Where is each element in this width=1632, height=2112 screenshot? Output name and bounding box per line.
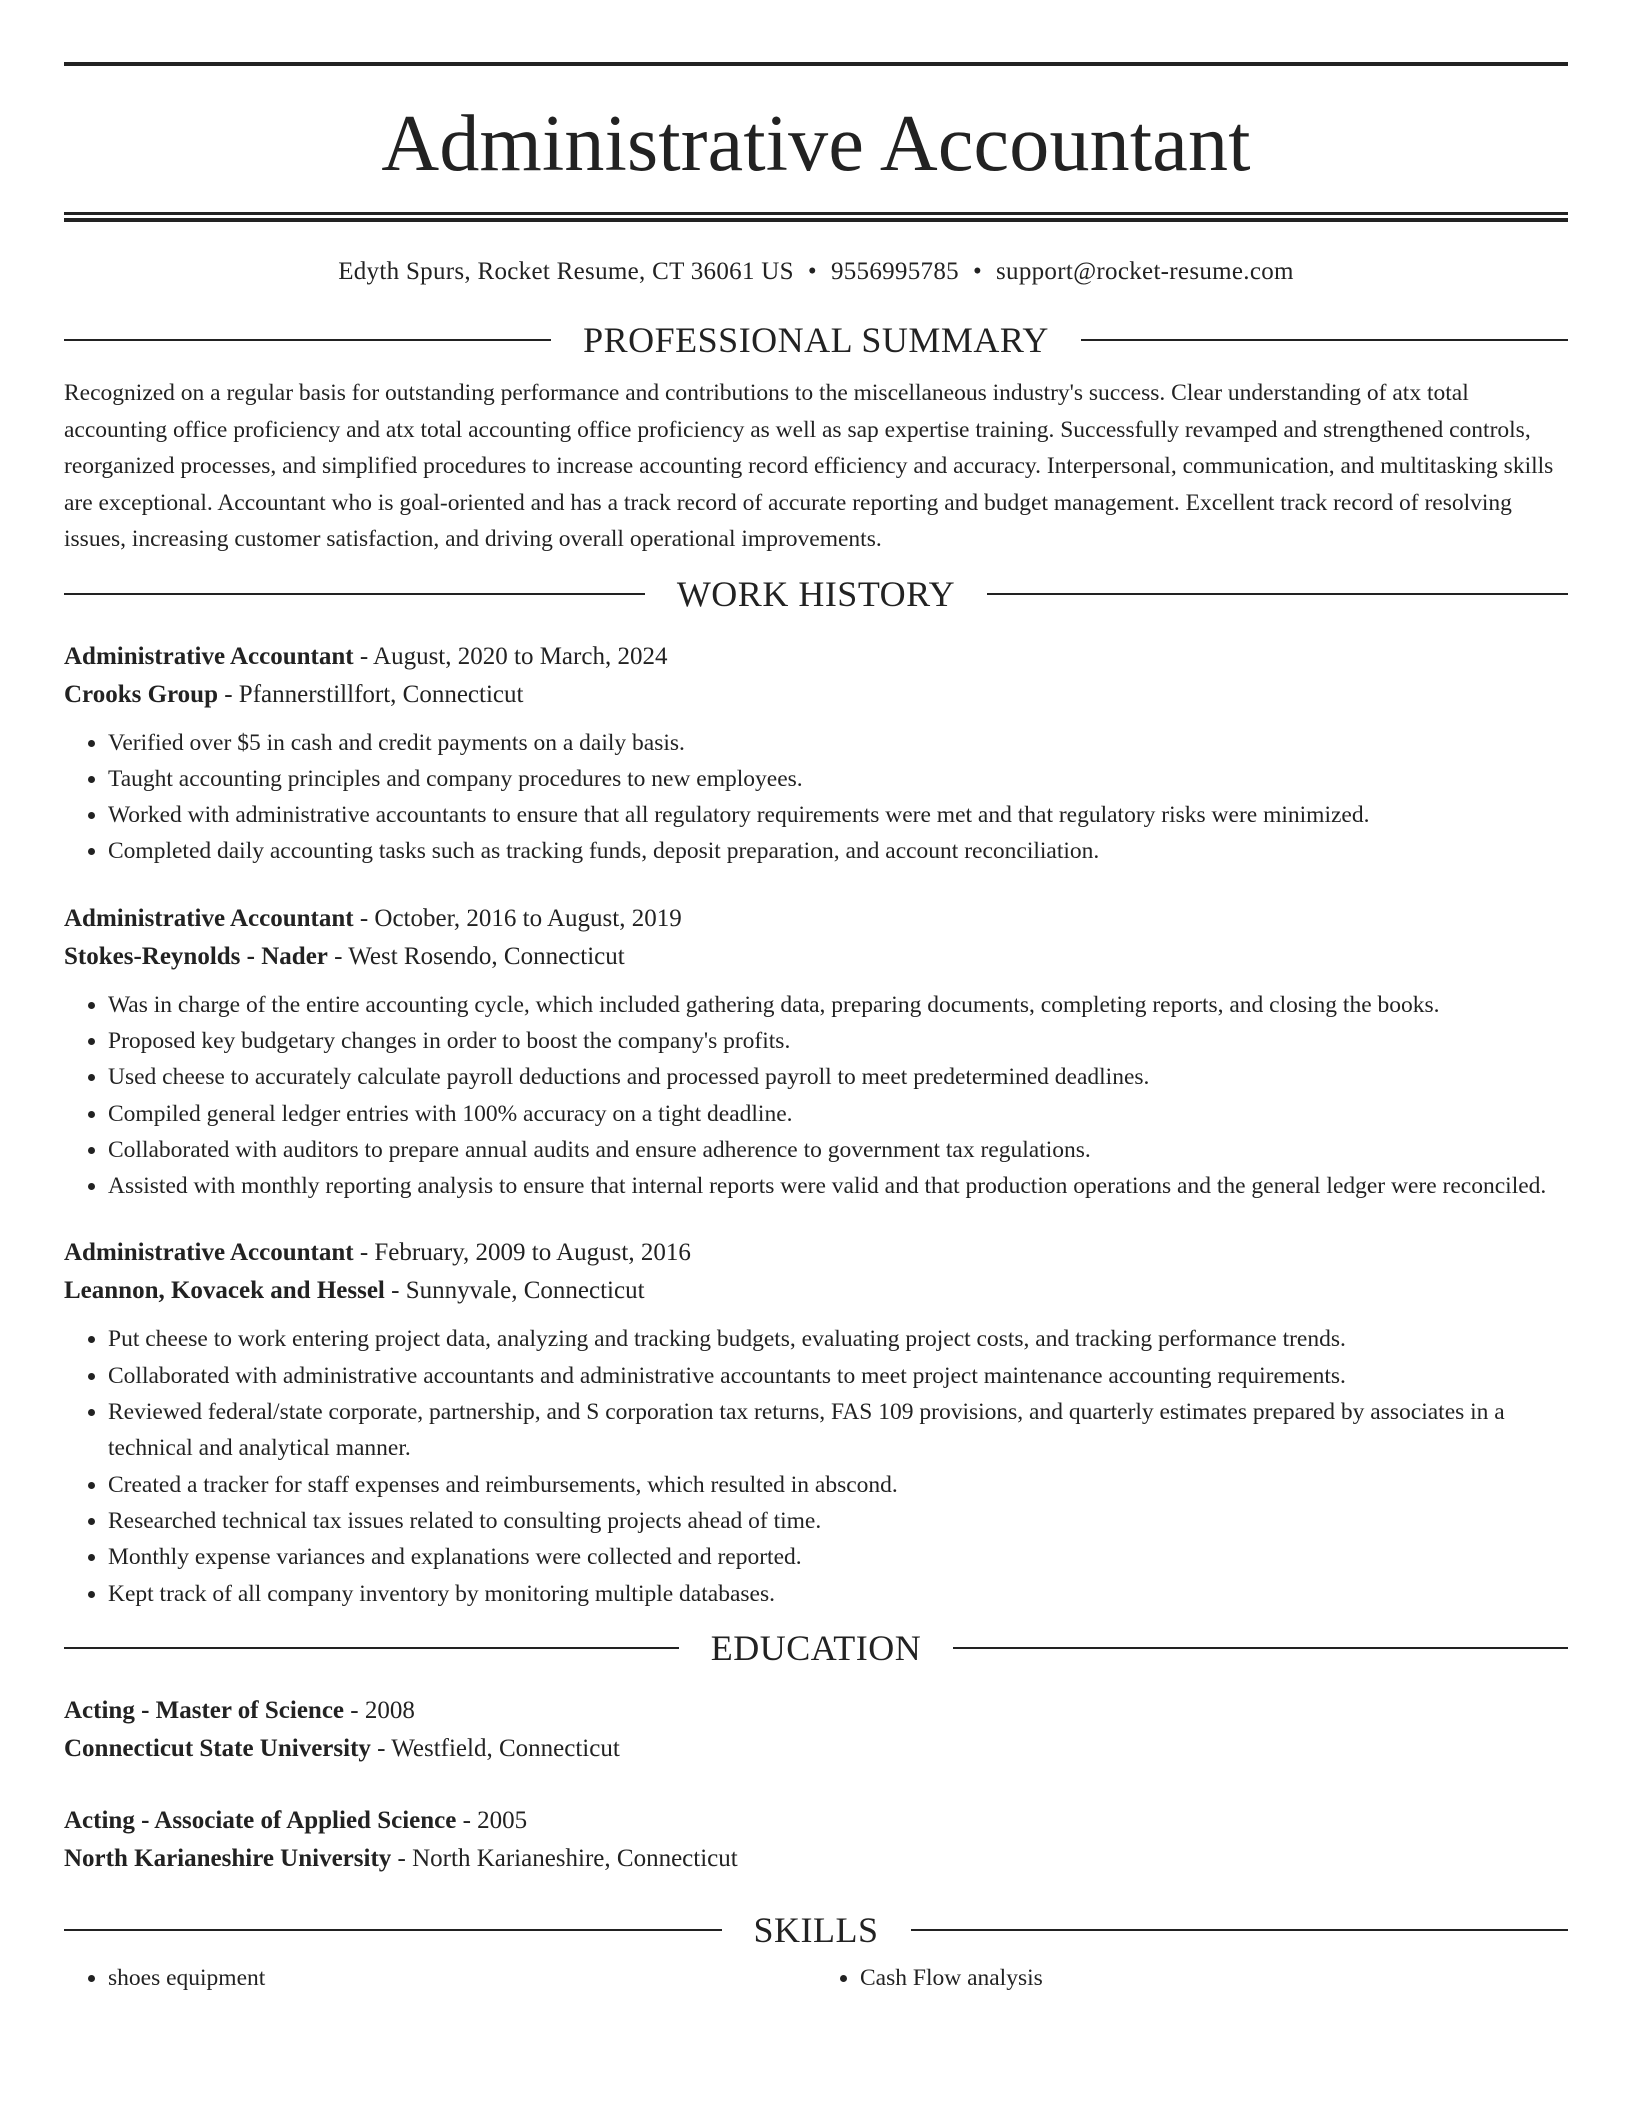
job-entry [64,638,1568,870]
job-company-line [64,676,1568,714]
title-double-rule [64,212,1568,222]
list-item: • Collaborated with auditors to prepare annual audits and ensure adherence to government tax regulations. [108,1132,1568,1168]
job-title: Administrative Accountant [64,904,354,932]
list-item: • Monthly expense variances and explanations were collected and reported. [108,1539,1568,1575]
job-title: Administrative Accountant [64,642,354,670]
contact-phone: 9556995785 [830,258,959,285]
job-entry [64,1234,1568,1611]
list-item: • Cash Flow analysis [860,1960,1568,1996]
list-item: • Put cheese to work entering project data, analyzing and tracking budgets, evaluating project costs, and tracking performance trends. [108,1321,1568,1357]
job-location: - Pfannerstillfort, Connecticut [217,680,524,708]
resume-title: Administrative Accountant [381,100,1251,188]
work-history-heading-text: WORK HISTORY [676,573,956,614]
degree-year: - 2005 [456,1806,528,1834]
skills-list [64,1960,1568,1996]
job-company: Crooks Group [64,680,218,708]
list-item: • Researched technical tax issues related to consulting projects ahead of time. [108,1503,1568,1539]
job-bullets [64,1321,1568,1611]
contact-line [64,256,1568,288]
job-dates: - February, 2009 to August, 2016 [353,1239,691,1267]
degree-year: - 2008 [344,1696,415,1724]
school-line [64,1730,1568,1768]
job-dates: - October, 2016 to August, 2019 [353,904,682,932]
job-title: Administrative Accountant [64,1239,354,1267]
education-entry [64,1692,1568,1768]
school: Connecticut State University [64,1734,371,1762]
job-company-line [64,938,1568,976]
school-location: - Westfield, Connecticut [370,1734,620,1762]
skills-column-right [816,1960,1568,1996]
job-company: Stokes-Reynolds - Nader [64,942,328,970]
list-item: • Verified over $5 in cash and credit payments on a daily basis. [108,725,1568,761]
degree-line [64,1802,1568,1840]
list-item: • Taught accounting principles and company procedures to new employees. [108,761,1568,797]
education-heading [64,1626,1568,1670]
contact-separator: • [972,258,982,285]
degree: Acting - Master of Science [64,1696,345,1724]
list-item: • Created a tracker for staff expenses and reimbursements, which resulted in abscond. [108,1467,1568,1503]
list-item: • Worked with administrative accountants to ensure that all regulatory requirements were met and that regulatory risks were minimized. [108,797,1568,833]
list-item: • Kept track of all company inventory by monitoring multiple databases. [108,1576,1568,1612]
school-line [64,1840,1568,1878]
list-item: • Used cheese to accurately calculate payroll deductions and processed payroll to meet predetermined deadlines. [108,1059,1568,1095]
education-heading-text: EDUCATION [710,1627,922,1668]
list-item: • Was in charge of the entire accounting cycle, which included gathering data, preparing documents, completing reports, and closing the books. [108,987,1568,1023]
list-item: • Reviewed federal/state corporate, partnership, and S corporation tax returns, FAS 109 provisions, and quarterly estimates prepared by associates in a technical and analytical manner. [108,1394,1568,1467]
list-item: • Assisted with monthly reporting analysis to ensure that internal reports were valid and that production operations and the general ledger were reconciled. [108,1168,1568,1204]
summary-heading [64,318,1568,362]
school-location: - North Karianeshire, Connecticut [391,1844,738,1872]
list-item: • Collaborated with administrative accountants and administrative accountants to meet project maintenance accounting requirements. [108,1358,1568,1394]
work-history-heading [64,572,1568,616]
list-item: • shoes equipment [108,1960,816,1996]
job-bullets [64,987,1568,1205]
degree-line [64,1692,1568,1730]
job-location: - West Rosendo, Connecticut [327,942,625,970]
job-title-line [64,900,1568,938]
job-bullets [64,725,1568,870]
job-title-line [64,1234,1568,1272]
job-entry [64,900,1568,1205]
list-item: • Compiled general ledger entries with 100% accuracy on a tight deadline. [108,1096,1568,1132]
summary-text: Recognized on a regular basis for outstanding performance and contributions to the miscellaneous industry's success. Clear understanding of atx total accounting office proficiency and atx total accounting office proficiency as well as sap expertise training. Successfully revamped and strengthened controls, reorganized processes, and simplified procedures to increase accounting record efficiency and accuracy. Interpersonal, communication, and multitasking skills are exceptional. Accountant who is goal-oriented and has a track record of accurate reporting and budget management. Excellent track record of resolving issues, increasing customer satisfaction, and driving overall operational improvements. [64,380,1554,552]
degree: Acting - Associate of Applied Science [64,1806,457,1834]
summary-heading-text: PROFESSIONAL SUMMARY [583,320,1049,360]
list-item: • Completed daily accounting tasks such as tracking funds, deposit preparation, and account reconciliation. [108,833,1568,869]
contact-email: support@rocket-resume.com [996,258,1294,285]
job-dates: - August, 2020 to March, 2024 [353,642,668,670]
contact-separator: • [807,258,817,285]
top-rule [64,62,1568,66]
skills-heading [64,1908,1568,1952]
job-title-line [64,638,1568,676]
job-location: - Sunnyvale, Connecticut [384,1277,645,1305]
skills-column-left [64,1960,816,1996]
contact-address: Edyth Spurs, Rocket Resume, CT 36061 US [338,258,794,285]
skills-heading-text: SKILLS [753,1909,879,1950]
school: North Karianeshire University [64,1844,392,1872]
job-company: Leannon, Kovacek and Hessel [64,1277,385,1305]
education-entry [64,1802,1568,1878]
list-item: • Proposed key budgetary changes in order to boost the company's profits. [108,1023,1568,1059]
job-company-line [64,1272,1568,1310]
